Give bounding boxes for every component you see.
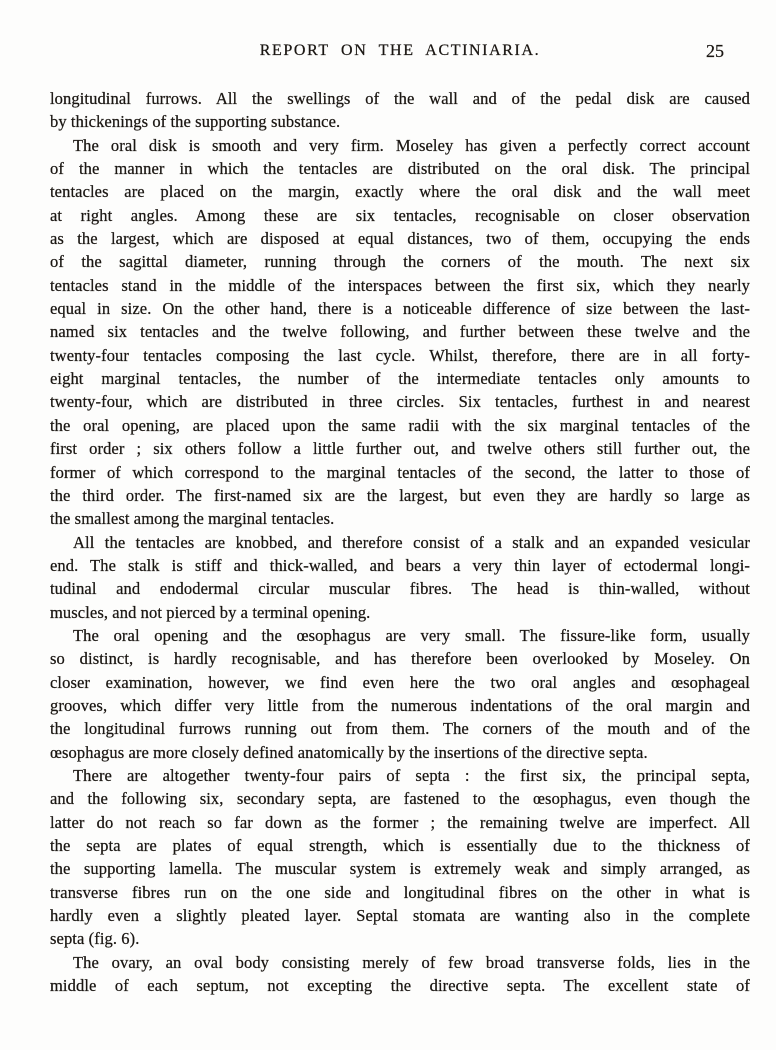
text-line: as the largest, which are disposed at equal distances, two of them, occupying the ends — [50, 229, 750, 249]
text-line: twenty-four tentacles composing the last cycle. Whilst, therefore, there are in all forty- — [50, 345, 750, 365]
paragraph — [50, 134, 750, 531]
text-line: end. The stalk is stiff and thick-walled, and bears a very thin layer of ectodermal longi- — [50, 555, 750, 575]
paragraph — [50, 764, 750, 951]
text-line: the third order. The first-named six are the largest, but even they are hardly so large as — [50, 485, 750, 505]
text-line: All the tentacles are knobbed, and therefore consist of a stalk and an expanded vesicular — [73, 532, 750, 552]
page-number: 25 — [706, 41, 724, 61]
text-line: the supporting lamella. The muscular system is extremely weak and simply arranged, as — [50, 859, 750, 879]
text-line: transverse fibres run on the one side and longitudinal fibres on the other in what is — [50, 882, 750, 902]
text-line: tudinal and endodermal circular muscular fibres. The head is thin-walled, without — [50, 579, 750, 599]
paragraph — [50, 624, 750, 764]
text-line: The oral opening and the œsophagus are very small. The fissure-like form, usually — [73, 625, 750, 645]
text-line: by thickenings of the supporting substance. — [50, 112, 341, 132]
page-body — [50, 87, 750, 997]
text-line: closer examination, however, we find even here the two oral angles and œsophageal — [50, 672, 750, 692]
running-title: REPORT ON THE ACTINIARIA. — [259, 42, 541, 59]
paragraph — [50, 87, 750, 134]
text-line: of the sagittal diameter, running through the corners of the mouth. The next six — [50, 252, 750, 272]
text-line: equal in size. On the other hand, there is a noticeable difference of size between the last- — [50, 299, 750, 319]
text-line: latter do not reach so far down as the former ; the remaining twelve are imperfect. All — [50, 812, 750, 832]
text-line: grooves, which differ very little from the numerous indentations of the oral margin and — [50, 695, 750, 715]
text-line: former of which correspond to the marginal tentacles of the second, the latter to those of — [50, 462, 750, 482]
text-line: tentacles stand in the middle of the interspaces between the first six, which they nearly — [50, 275, 750, 295]
text-line: œsophagus are more closely defined anatomically by the insertions of the directive septa. — [50, 742, 648, 762]
text-line: middle of each septum, not excepting the directive septa. The excellent state of — [50, 976, 750, 996]
text-line: the septa are plates of equal strength, which is essentially due to the thickness of — [50, 836, 750, 855]
text-line: the oral opening, are placed upon the same radii with the six marginal tentacles of the — [50, 415, 750, 435]
text-line: tentacles are placed on the margin, exactly where the oral disk and the wall meet — [50, 182, 750, 202]
running-header — [50, 42, 750, 62]
text-line: of the manner in which the tentacles are distributed on the oral disk. The principal — [50, 159, 750, 179]
text-line: so distinct, is hardly recognisable, and has therefore been overlooked by Moseley. On — [50, 649, 750, 669]
text-line: and the following six, secondary septa, are fastened to the œsophagus, even though the — [50, 789, 750, 809]
text-line: muscles, and not pierced by a terminal opening. — [50, 602, 371, 622]
text-line: eight marginal tentacles, the number of the intermediate tentacles only amounts to — [50, 369, 750, 389]
text-line: longitudinal furrows. All the swellings of the wall and of the pedal disk are caused — [50, 89, 750, 108]
text-line: the smallest among the marginal tentacles. — [50, 509, 335, 529]
paragraph — [50, 951, 750, 998]
text-line: The oral disk is smooth and very firm. Moseley has given a perfectly correct account — [73, 135, 750, 155]
text-line: septa (fig. 6). — [50, 929, 140, 949]
text-line: The ovary, an oval body consisting merely of few broad transverse folds, lies in the — [73, 952, 750, 972]
text-line: at right angles. Among these are six tentacles, recognisable on closer observation — [50, 205, 750, 225]
text-line: named six tentacles and the twelve following, and further between these twelve and the — [50, 322, 750, 342]
text-line: twenty-four, which are distributed in three circles. Six tentacles, furthest in and nearest — [50, 392, 750, 412]
text-line: the longitudinal furrows running out from them. The corners of the mouth and of the — [50, 719, 750, 739]
text-line: hardly even a slightly pleated layer. Septal stomata are wanting also in the complete — [50, 906, 750, 926]
text-line: There are altogether twenty-four pairs of septa : the first six, the principal septa, — [73, 765, 750, 785]
paragraph — [50, 531, 750, 624]
text-line: first order ; six others follow a little further out, and twelve others still further out, the — [50, 439, 750, 459]
